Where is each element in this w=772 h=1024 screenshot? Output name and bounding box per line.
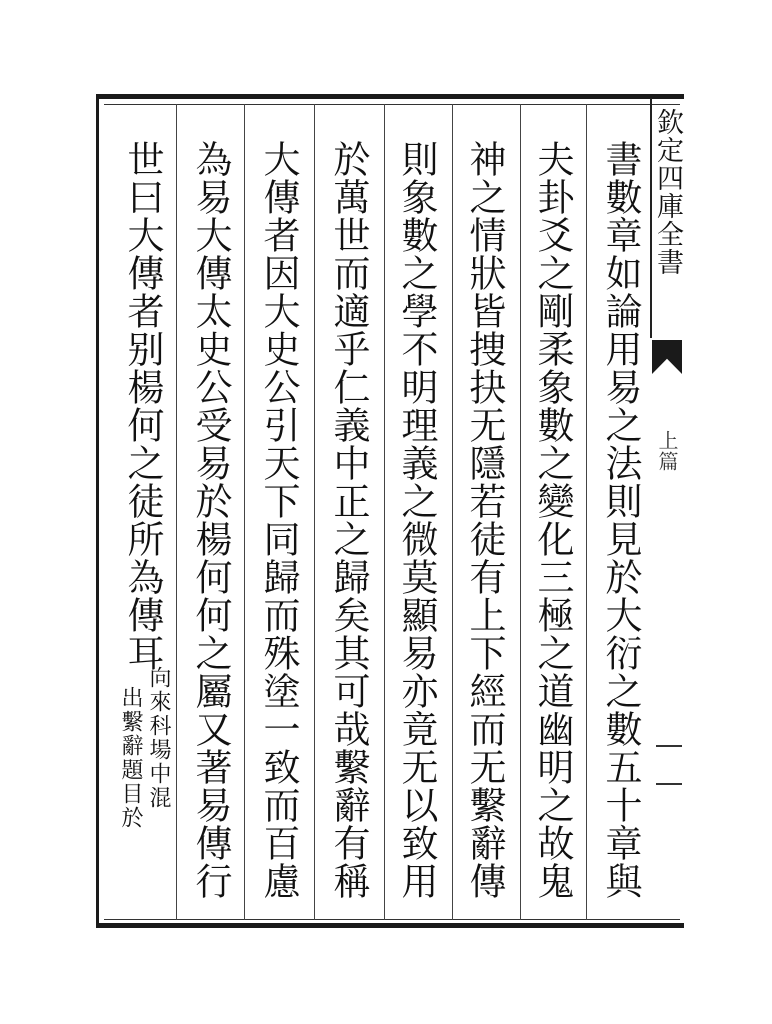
- text-column-3: 神之情狀皆捜抉无隱若徒有上下經而无繫辭傳: [463, 140, 506, 900]
- margin-title: 欽定四庫全書: [652, 108, 683, 276]
- text-column-6: 大傳者因大史公引天下同歸而殊塗一致而百慮: [257, 140, 300, 900]
- text-column-4: 則象數之學不明理義之微莫顯易亦竟无以致用: [395, 140, 438, 900]
- text-column-2: 夫卦爻之剛柔象數之變化三極之道幽明之故鬼: [531, 140, 574, 900]
- column-divider: [176, 104, 177, 920]
- column-divider: [314, 104, 315, 920]
- column-divider: [384, 104, 385, 920]
- column-divider: [452, 104, 453, 920]
- margin-chapter: 上篇: [655, 430, 679, 472]
- text-column-8: 世曰大傳者别楊何之徒所為傳耳: [121, 140, 164, 672]
- column-divider: [244, 104, 245, 920]
- text-column-1: 書數章如論用易之法則見於大衍之數五十章與: [599, 140, 642, 900]
- note-left: 出繫辭題目於: [118, 686, 143, 830]
- column-divider: [586, 104, 587, 920]
- text-column-5: 於萬世而適乎仁義中正之歸矣其可哉繫辭有稱: [327, 140, 370, 900]
- text-column-7: 為易大傳太史公受易於楊何何之屬又著易傳行: [189, 140, 232, 900]
- margin-page-mark: [656, 745, 682, 785]
- note-right: 向來科場中混: [146, 666, 171, 810]
- column-divider: [520, 104, 521, 920]
